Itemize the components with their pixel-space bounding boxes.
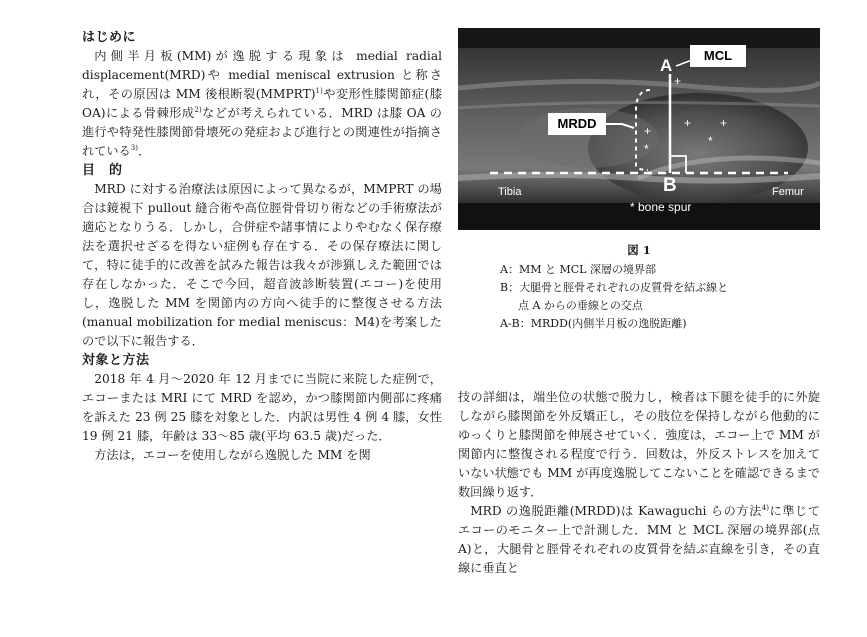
mrdd-label: MRDD: [548, 113, 606, 135]
spur-star-2: *: [708, 134, 713, 148]
femur-label: Femur: [772, 186, 804, 198]
intro-text-3: などが考えられている．MRD は膝 OA の進行や特発性膝関節骨壊死の発症および進行との関連性が指摘されている: [82, 106, 442, 158]
intro-text: 内側半月板(MM)が逸脱する現象は medial radial displacement(MRD)や medial meniscal extrusion と称され，その原因は MM 後根断裂(MMPRT): [82, 49, 442, 101]
mrdd-text-a: MRD の逸脱距離(MRDD)は Kawaguchi らの方法: [470, 504, 762, 518]
spur-star-1: *: [644, 142, 649, 156]
figure-caption: [458, 241, 820, 333]
ref-2: 2): [194, 105, 202, 114]
intro-text-2: や変形性膝関節症(膝 OA)による骨棘形成: [82, 87, 442, 120]
tibia-label: Tibia: [498, 186, 522, 198]
left-column: [82, 28, 442, 465]
caption-title: 図 1: [627, 243, 651, 257]
methods-paragraph: 2018 年 4 月〜2020 年 12 月までに当院に来院した症例で，エコーまたは MRI にて MRD を認め，かつ膝関節内側部に疼痛を訴えた 23 例 25 膝を対象とした．内訳は男性 4 例 4 膝，女性 19 例 21 膝，年齢は 33〜85 歳(平均 63.5 歳)だった．: [82, 372, 442, 443]
purpose-paragraph: MRD に対する治療法は原因によって異なるが，MMPRT の場合は鏡視下 pullout 縫合術や高位脛骨骨切り術などの手術療法が適応となりうる．しかし，合併症や諸事情によりやむなく保存療法を選択せざるを得ない症例も存在する．その保存療法に関して，特に徒手的に改善を試みた報告は我々が渉猟しえた範囲では存在しなかった．そこで今回，超音波診断装置(エコー)を使用し，逸脱した MM を関節内の方向へ徒手的に整復させる方法(manual mobilization for medial meniscus：M4)を考案したので以下に報告する．: [82, 182, 442, 348]
point-a-label: A: [660, 56, 673, 75]
mrdd-paragraph: [458, 502, 820, 578]
caption-line-a: A：MM と MCL 深層の境界部: [500, 263, 656, 276]
methods-heading: 対象と方法: [82, 353, 150, 368]
bone-spur-label: * bone spur: [630, 200, 692, 214]
point-b-label: B: [663, 175, 677, 196]
plus-mark-3: +: [684, 116, 692, 130]
mrdd-text-b: に準じてエコーのモニター上で計測した．MM と MCL 深層の境界部(点 A)と，大腿骨と脛骨それぞれの皮質骨を結ぶ直線を引き，その直線に垂直と: [458, 504, 820, 575]
ref-3: 3): [130, 143, 138, 152]
ref-4: 4): [761, 503, 770, 512]
intro-paragraph: [82, 47, 442, 161]
mcl-label: MCL: [690, 45, 746, 67]
plus-mark-1: +: [674, 74, 682, 88]
caption-line-b: B：大腿骨と脛骨それぞれの皮質骨を結ぶ線と: [500, 281, 729, 294]
intro-end: ．: [137, 144, 151, 158]
plus-mark-2: +: [644, 124, 652, 138]
ref-1: 1): [315, 86, 323, 95]
caption-line-ab: A-B：MRDD(内側半月板の逸脱距離): [500, 317, 687, 330]
caption-line-b2: 点 A からの垂線との交点: [518, 299, 643, 312]
methods-paragraph-2: 方法は，エコーを使用しながら逸脱した MM を関: [94, 448, 371, 462]
ultrasound-figure: [458, 28, 820, 230]
technique-paragraph: 技の詳細は，端坐位の状態で脱力し，検者は下腿を徒手的に外旋しながら膝関節を外反矯正し，その肢位を保持しながら他動的にゆっくりと膝関節を伸展させていく．強度は，エコー上で MM が関節内に整復される程度で行う．回数は，外反ストレスを加えていない状態でも MM が再度逸脱してこないことを確認できるまで数回繰り返す．: [458, 390, 820, 499]
intro-heading: はじめに: [82, 30, 137, 45]
purpose-heading: 目 的: [82, 163, 123, 178]
right-column: [458, 388, 820, 578]
plus-mark-4: +: [720, 116, 728, 130]
